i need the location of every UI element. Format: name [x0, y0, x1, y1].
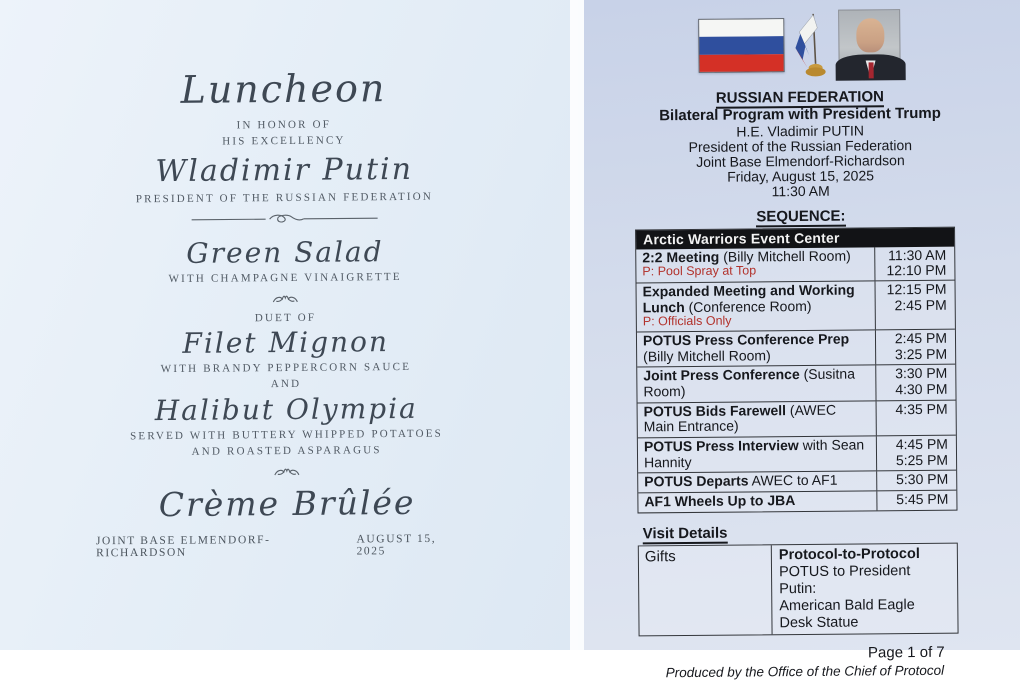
menu-date: AUGUST 15, 2025 [356, 532, 437, 558]
course-description: WITH BRANDY PEPPERCORN SAUCE [160, 361, 412, 376]
course-name: Green Salad [186, 234, 384, 270]
putin-portrait [838, 9, 901, 80]
dedication-line: HIS EXCELLENCY [222, 134, 346, 148]
and-label: AND [270, 378, 302, 391]
sequence-row: POTUS Press Conference Prep (Billy Mitchell Room) 2:45 PM 3:25 PM [637, 329, 955, 367]
page-number: Page 1 of 7 [867, 644, 945, 662]
header-line: Joint Base Elmendorf-Richardson [696, 152, 905, 171]
sequence-table [635, 226, 957, 513]
visit-details-heading: Visit Details [642, 524, 728, 543]
menu-footer [96, 533, 468, 560]
sequence-heading: SEQUENCE: [756, 207, 846, 225]
program-page [578, 0, 1020, 681]
visit-details-table [638, 542, 959, 636]
time-cell: 3:30 PM 4:30 PM [875, 365, 955, 400]
floral-flourish-icon [273, 466, 301, 478]
program-country-title: RUSSIAN FEDERATION [715, 88, 884, 107]
venue-header: Arctic Warriors Event Center [636, 227, 954, 249]
protocol-note: P: Pool Spray at Top [642, 263, 757, 279]
course-description: SERVED WITH BUTTERY WHIPPED POTATOES [130, 427, 444, 443]
duet-label: DUET OF [254, 311, 317, 324]
time-cell: 11:30 AM 12:10 PM [874, 246, 954, 280]
sequence-row: POTUS Departs AWEC to AF1 5:30 PM [638, 470, 956, 492]
time-cell: 4:35 PM [876, 400, 956, 435]
menu-content [0, 0, 572, 525]
course-name: Halibut Olympia [154, 392, 418, 428]
scroll-divider-icon [190, 211, 380, 227]
dessert-name: Crème Brûlée [158, 482, 416, 524]
sequence-row: POTUS Bids Farewell (AWEC Main Entrance) 4:35 PM [638, 399, 956, 437]
produced-by-line: Produced by the Office of the Chief of Protocol [665, 663, 945, 681]
header-line: President of the Russian Federation [688, 137, 913, 156]
sequence-row: 2:2 Meeting (Billy Mitchell Room) P: Pool Spray at Top 11:30 AM 12:10 PM [636, 246, 954, 282]
menu-title: Luncheon [180, 66, 387, 112]
sequence-row: AF1 Wheels Up to JBA 5:45 PM [638, 490, 956, 512]
time-cell: 5:45 PM [876, 491, 956, 510]
dedication-line: IN HONOR OF [236, 118, 332, 132]
header-graphics [581, 8, 1018, 84]
header-line: H.E. Vladimir PUTIN [736, 122, 865, 140]
visit-row-label: Gifts [639, 545, 773, 636]
course-description: AND ROASTED ASPARAGUS [191, 444, 382, 458]
honoree-title: PRESIDENT OF THE RUSSIAN FEDERATION [135, 190, 434, 206]
russian-desk-flag-icon [792, 10, 831, 82]
course-name: Filet Mignon [182, 325, 390, 361]
sequence-row: POTUS Press Interview with Sean Hannity 4:45 PM 5:25 PM [638, 435, 956, 473]
time-cell: 5:30 PM [876, 471, 956, 490]
floral-flourish-icon [271, 292, 299, 304]
visit-row-value: Protocol-to-Protocol POTUS to President Putin: American Bald Eagle Desk Statue [778, 545, 920, 632]
menu-location: JOINT BASE ELMENDORF-RICHARDSON [95, 534, 271, 560]
time-cell: 4:45 PM 5:25 PM [876, 436, 956, 471]
honoree-name: Wladimir Putin [155, 151, 414, 190]
sequence-row: Joint Press Conference (Susitna Room) 3:30 PM 4:30 PM [637, 364, 955, 402]
protocol-note: P: Officials Only [642, 313, 732, 329]
program-subtitle: Bilateral Program with President Trump [659, 104, 941, 125]
header-line: 11:30 AM [771, 183, 830, 200]
header-line: Friday, August 15, 2025 [727, 167, 875, 185]
time-cell: 12:15 PM 2:45 PM [874, 281, 954, 330]
sequence-row: Expanded Meeting and Working Lunch (Conference Room) P: Officials Only 12:15 PM 2:45 PM [636, 280, 954, 332]
time-cell: 2:45 PM 3:25 PM [875, 330, 955, 365]
program-content [581, 0, 1023, 681]
course-description: WITH CHAMPAGNE VINAIGRETTE [168, 270, 402, 285]
russian-flag-icon [698, 18, 784, 73]
